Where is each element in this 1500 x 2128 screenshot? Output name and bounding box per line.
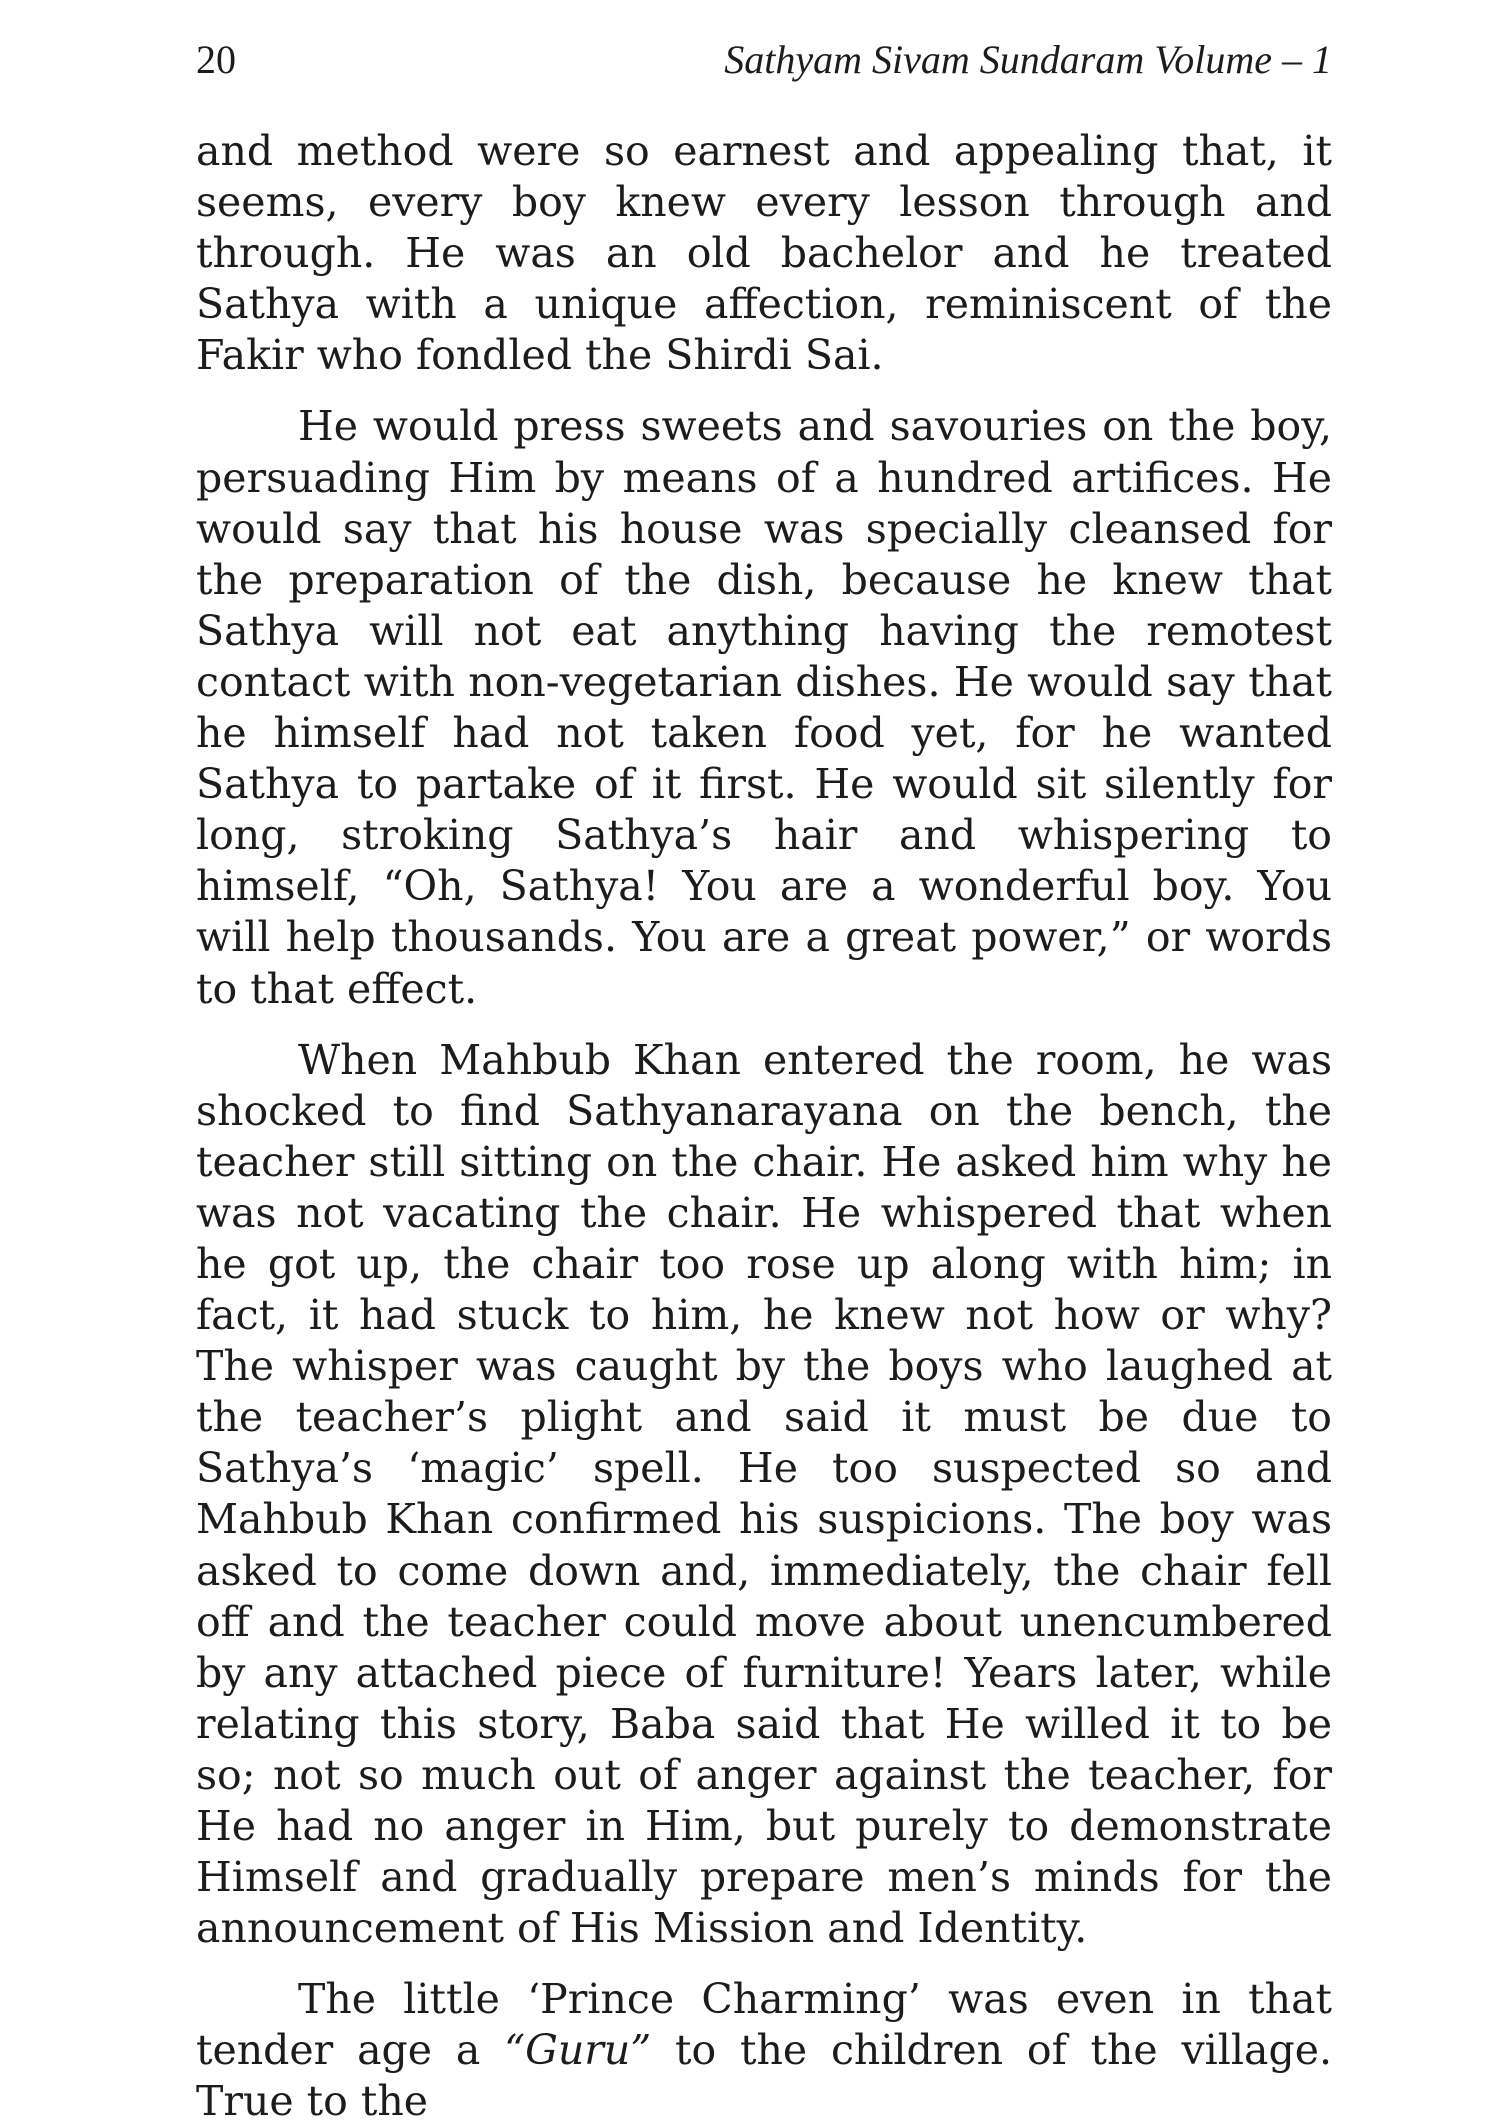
paragraph-mahbub-khan: When Mahbub Khan entered the room, he was shocked to find Sathyanarayana on the bench, the teacher still sitting on the chair. He asked him why he was not vacating the chair. He whispered that when he got up, the chair too rose up along with him; in fact, it had stuck to him, he knew not how or why? The whisper was caught by the boys who laughed at the teacher’s plight and said it must be due to Sathya’s ‘magic’ spell. He too suspected so and Mahbub Khan confirmed his suspicions. The boy was asked to come down and, immediately, the chair fell off and the teacher could move about unencumbered by any attached piece of furniture! Years later, while relating this story, Baba said that He willed it to be so; not so much out of anger against the teacher, for He had no anger in Him, but purely to demonstrate Himself and gradually prepare men’s minds for the announcement of His Mission and Identity. xyxy=(196,1035,1332,1953)
book-page xyxy=(196,0,1333,2126)
paragraph-continued: and method were so earnest and appealing that, it seems, every boy knew every lesson through and through. He was an old bachelor and he treated Sathya with a unique affection, reminiscent of the Fakir who fondled the Shirdi Sai. xyxy=(196,127,1332,380)
paragraph-text-end: to the children of the village. True to the xyxy=(196,2026,1333,2126)
book-title: Sathyam Sivam Sundaram Volume – 1 xyxy=(724,37,1332,82)
body-text xyxy=(196,126,1332,2128)
guru-italic: “Guru” xyxy=(504,2026,652,2075)
page-number: 20 xyxy=(196,37,236,82)
paragraph-prince-charming xyxy=(196,1974,1332,2127)
running-header xyxy=(196,30,1332,90)
paragraph-sweets: He would press sweets and savouries on the boy, persuading Him by means of a hundred artifices. He would say that his house was specially cleansed for the preparation of the dish, because he knew that Sathya will not eat anything having the remotest contact with non-vegetarian dishes. He would say that he himself had not taken food yet, for he wanted Sathya to partake of it first. He would sit silently for long, stroking Sathya’s hair and whispering to himself, “Oh, Sathya! You are a wonderful boy. You will help thousands. You are a great power,” or words to that effect. xyxy=(196,402,1332,1013)
paragraph-text-start: The little ‘Prince Charming’ was even in that tender age a xyxy=(196,1975,1332,2075)
